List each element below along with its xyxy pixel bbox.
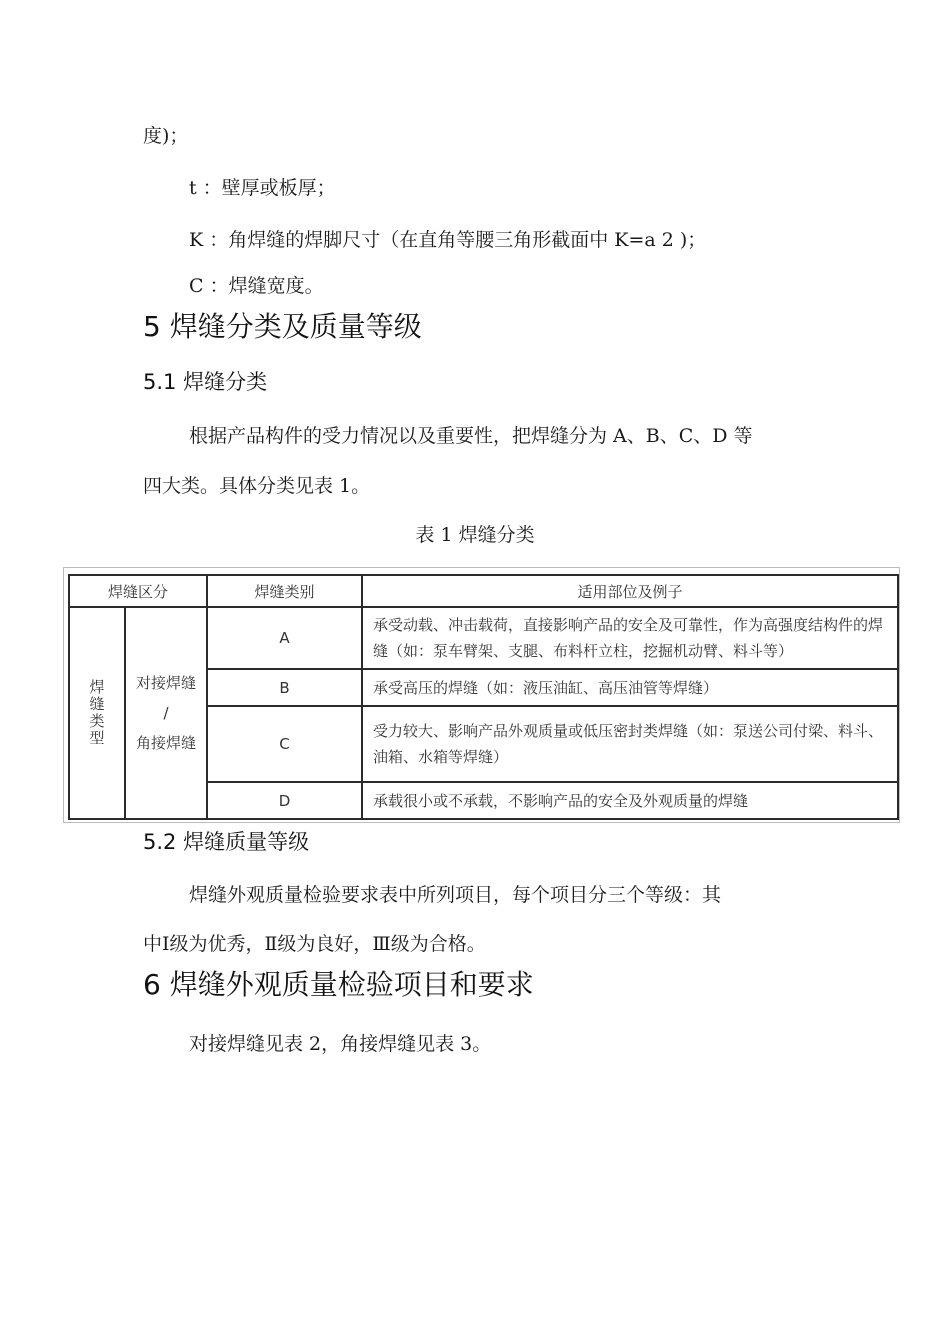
section-5-heading: 5 焊缝分类及质量等级 xyxy=(143,310,422,343)
section-5-2-text-line1: 焊缝外观质量检验要求表中所列项目，每个项目分三个等级：其 xyxy=(189,884,722,906)
header-application: 适用部位及例子 xyxy=(362,575,898,607)
table-caption: 表 1 焊缝分类 xyxy=(415,524,535,546)
category-cell: B xyxy=(207,669,362,706)
table-row xyxy=(69,607,898,669)
description-cell: 承受动载、冲击载荷，直接影响产品的安全及可靠性，作为高强度结构件的焊缝（如：泵车臂架、支腿、布料杆立柱，挖掘机动臂、料斗等） xyxy=(362,607,898,669)
section-5-2-text-line2: 中Ⅰ级为优秀，Ⅱ级为良好，Ⅲ级为合格。 xyxy=(143,933,486,955)
section-5-1-text-line2: 四大类。具体分类见表 1。 xyxy=(143,475,371,497)
subgroup-label-butt: 对接焊缝 xyxy=(136,674,197,692)
description-cell: 受力较大、影响产品外观质量或低压密封类焊缝（如：泵送公司付梁、料斗、油箱、水箱等焊缝） xyxy=(362,706,898,782)
section-5-1-text-line1: 根据产品构件的受力情况以及重要性，把焊缝分为 A、B、C、D 等 xyxy=(189,425,753,447)
section-6-text: 对接焊缝见表 2，角接焊缝见表 3。 xyxy=(189,1033,492,1055)
section-5-2-heading: 5.2 焊缝质量等级 xyxy=(143,830,310,854)
group-cell xyxy=(69,607,125,819)
group-label: 焊缝类型 xyxy=(89,678,105,747)
subgroup-label-fillet: 角接焊缝 xyxy=(136,734,197,752)
paragraph-continuation: 度)； xyxy=(143,125,189,147)
definition-c: C ：焊缝宽度。 xyxy=(189,275,324,297)
definition-t: t ：壁厚或板厚； xyxy=(189,177,336,199)
description-cell: 承受高压的焊缝（如：液压油缸、高压油管等焊缝） xyxy=(362,669,898,706)
header-weld-division: 焊缝区分 xyxy=(69,575,207,607)
definition-k: K ：角焊缝的焊脚尺寸（在直角等腰三角形截面中 K=a 2 )； xyxy=(189,229,707,251)
section-5-1-heading: 5.1 焊缝分类 xyxy=(143,370,268,394)
category-cell: A xyxy=(207,607,362,669)
header-weld-category: 焊缝类别 xyxy=(207,575,362,607)
table-1-frame xyxy=(63,567,900,823)
description-cell: 承载很小或不承载，不影响产品的安全及外观质量的焊缝 xyxy=(362,782,898,819)
table-header-row xyxy=(69,575,898,607)
weld-classification-table xyxy=(68,574,899,820)
section-6-heading: 6 焊缝外观质量检验项目和要求 xyxy=(143,968,534,1001)
category-cell: D xyxy=(207,782,362,819)
category-cell: C xyxy=(207,706,362,782)
subgroup-separator: / xyxy=(163,704,169,722)
subgroup-cell xyxy=(125,607,207,819)
